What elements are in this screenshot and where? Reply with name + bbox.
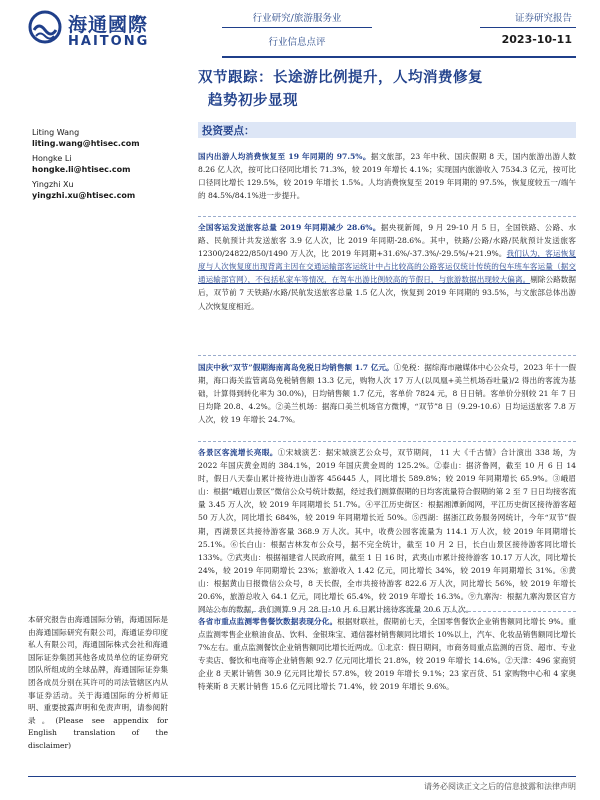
section-divider (198, 611, 576, 612)
paragraph-body: ①免税：据综海市融媒体中心公众号，2023 年十一假期，海口海关监管离岛免税销售额 13.3 亿元，购物人次 17 万人(以凤凰+美兰机场吞吐量)/2 得出的客流为基础，计算得到转化率为 30.0%)，日均销售额 1.7 亿元，客单价 7824 元，8 日日销。客单价分别较 21 年 7 日日均降 20.8、4.2%。②美兰机场：据海口美兰机场官方微博，“双节”8 日（9.29-10.6）日均运送旅客 7.8 万人次，较 19 年增长 24.7%。 (198, 363, 576, 425)
header-bottom-rule (222, 56, 576, 58)
report-category: 行业研究/旅游服务业 (252, 13, 342, 24)
section-divider (198, 441, 576, 442)
analyst-email[interactable]: hongke.li@htisec.com (32, 165, 131, 174)
paragraph-lead: 国内出游人均消费恢复至 19 年同期的 97.5%。 (198, 152, 371, 161)
paragraph-lead: 各省市重点监测零售餐饮数据表现分化。 (198, 617, 338, 626)
paragraph-hainan-dutyfree (198, 361, 576, 426)
summary-heading: 投资要点： (202, 125, 255, 137)
header-divider-right (480, 27, 576, 28)
analyst-3 (32, 179, 135, 201)
footer-rule (28, 776, 576, 777)
report-title-line1: 双节跟踪：长途游比例提升，人均消费修复 (198, 69, 483, 86)
haitong-logo-icon (28, 10, 62, 44)
paragraph-underlined-view: 我们认为，客运恢复度与人次恢复度出现背离主因在交通运输部客运统计中占比较高的公路客运仅统计传统的包车班车客运量（据交通运输部官网），不包括私家车等情况，在驾车出游比例较高的节假日，与旅游数据出现较大偏离。 (198, 249, 576, 285)
paragraph-lead: 全国客运发送旅客总量 2019 年同期减少 28.6%。 (198, 223, 381, 232)
paragraph-lead: 国庆中秋“双节”假期海南离岛免税日均销售额 1.7 亿元。 (198, 363, 394, 372)
logo-chinese-text: 海通國際 (68, 14, 149, 36)
analyst-email[interactable]: yingzhi.xu@htisec.com (32, 191, 136, 200)
logo-english-text: HAITONG (68, 34, 150, 49)
section-divider (198, 355, 576, 356)
paragraph-lead: 各景区客流增长亮眼。 (198, 448, 278, 457)
paragraph-body: 据文旅部，23 年中秋、国庆假期 8 天，国内旅游出游人数 8.26 亿人次，按可比口径同比增长 71.3%，较 2019 年增长 4.1%；实现国内旅游收入 7534.3 亿元，按可比口径同比增长 129.5%，较 2019 年增长 1.5%。人均消费恢复至 2019 年同期的 97.5%，恢复度较五一/端午的 84.5%/84.1%进一步提升。 (198, 152, 576, 201)
analyst-name: Liting Wang (32, 128, 80, 137)
report-title (198, 66, 588, 112)
paragraph-passenger-transport (198, 221, 576, 313)
paragraph-body: 剔除公路数据后，双节前 7 天铁路/水路/民航发送旅客总量 1.5 亿人次，恢复到 2019 年同期的 93.5%，与文旅部总体出游人次恢复度相近。 (198, 275, 576, 311)
paragraph-body: ①宋城演艺：据宋城演艺公众号，双节期间， 11 大《千古情》合计演出 338 场，为 2022 年国庆黄金周的 384.1%，2019 年国庆黄金周的 125.2%。②泰山：据济鲁网，截至 10 月 6 日 14 时，假日八天泰山累计接待进山游客 456445 人，同比增长 589.8%；较 2019 年同期增长 65.9%。③峨眉山：根据“峨眉山景区”微信公众号统计数据，经过我们测算假期的日均客流量符合假期的第 2 至 7 日日均接客流量 3.45 万人次，较 2019 年同期增长 51.7%。④平江历史街区：根据湘潭新闻网，平江历史街区接待游客超 50 万人次，同比增长 684%，较 2019 年同期增长近 50%。⑤西湖：据浙江政务服务网统计，今年“双节”假期，西湖景区共接待游客量 368.9 万人次。其中，收费公园客流量为 114.1 万人次，较 2019 年同期增长 25.1%。⑥长白山：根据吉林发布公众号，据不完全统计，截至 10 月 2 日，长白山景区接待游客同比增长 133%。⑦武夷山：根据福建省人民政府网，截至 1 日 16 时，武夷山市累计接待游客 10.17 万人次，同比增长 24%，较 2019 年同期增长 23%；旅游收入 1.42 亿元，同比增长 34%，较 2019 年同期增长 31%。⑧黄山：根据黄山日报微信公众号，8 天长假，全市共接待游客 822.6 万人次，同比增长 56%，较 2019 年增长 20.6%，旅游总收入 64.1 亿元，同比增长 65.4%，较 2019 年增长 16.3%。⑨九寨沟：根据九寨沟景区官方网站公布的数据，我们测算 9 月 28 日-10 月 6 日累计接待客流量 20.6 万人次。 (198, 448, 577, 615)
distribution-disclaimer: 本研究报告由海通国际分销，海通国际是由海通国际研究有限公司，海通证券印度私人有限公司，海通国际株式会社和海通国际证券集团其他各成员单位的证券研究团队所组成的全球品牌，海通国际证券集团各成员分别在其许可的司法管辖区内从事证券活动。关于海通国际的分析师证明、重要披露声明和免责声明，请参阅附录。(Please see appendix for English translation of the disclaimer) (28, 615, 168, 750)
analyst-2 (32, 153, 130, 175)
paragraph-scenic-spots (198, 446, 576, 616)
paragraph-tourism-spending (198, 150, 576, 202)
footer-notice: 请务必阅读正文之后的信息披露和法律声明 (424, 782, 576, 791)
header-divider (222, 27, 372, 28)
paragraph-retail-catering (198, 615, 576, 694)
report-subcategory: 行业信息点评 (268, 37, 326, 48)
report-header (0, 0, 600, 62)
section-divider (198, 216, 576, 217)
analyst-name: Yingzhi Xu (32, 180, 74, 189)
paragraph-body: 根据财联社，假期前七天，全国零售餐饮企业销售额同比增长 9%。重点监测零售企业粮油食品、饮料、金银珠宝、通信器材销售额同比增长 10%以上，汽车、化妆品销售额同比增长 7%左右。重点监测餐饮企业销售额同比增长近两成。①北京：假日期间，市商务局重点监测的百货、超市、专业专卖店、餐饮和电商等企业销售额 92.7 亿元同比增长 21.8%，较 2019 年增长 14.6%。②天津：496 家商贸企业 8 天累计销售 30.9 亿元同比增长 57.8%，较 2019 年增长 9.1%；23 家百货、51 家购物中心和 4 家奥特莱斯 8 天累计销售 15.6 亿元同比增长 71.4%，较 2019 年增长 9.6%。 (198, 617, 576, 692)
paragraph-body: 据央视新闻，9 月 29-10 月 5 日，全国铁路、公路、水路、民航预计共发送旅客 3.9 亿人次，比 2019 年同期-28.6%。其中，铁路/公路/水路/民航预计发送旅客 12300/24822/850/1490 万人次，比 2019 年同期+31.6%/-37.3%/-29.5%/+21.9%。 (198, 223, 576, 259)
report-date: 2023-10-11 (501, 33, 572, 46)
report-title-line2: 趋势初步显现 (208, 92, 298, 109)
analyst-email[interactable]: liting.wang@htisec.com (32, 139, 140, 148)
analyst-name: Hongke Li (32, 154, 72, 163)
report-type: 证券研究报告 (514, 13, 572, 24)
haitong-logo (28, 8, 158, 52)
analyst-1 (32, 127, 140, 149)
